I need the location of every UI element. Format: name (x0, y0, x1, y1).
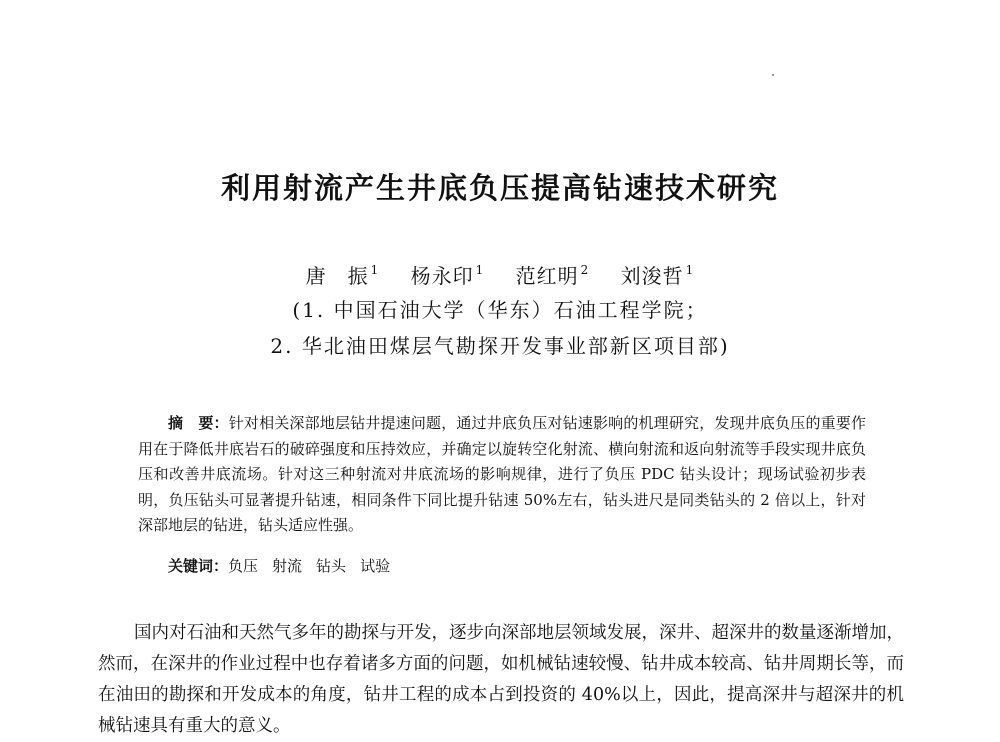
author: 唐 振 $^1$ (305, 263, 380, 288)
author-list (0, 260, 1000, 289)
keyword: 钻头 (316, 557, 347, 575)
keyword: 试验 (360, 557, 391, 575)
author: 范红明 $^2$ (515, 263, 590, 288)
affiliation-2: 2. 华北油田煤层气勘探开发事业部新区项目部) (270, 334, 730, 358)
author: 杨永印 $^1$ (410, 263, 485, 288)
scan-speck (772, 74, 774, 76)
abstract (138, 411, 866, 539)
body-paragraph: 国内对石油和天然气多年的勘探与开发，逐步向深部地层领域发展，深井、超深井的数量逐渐增加，然而，在深井的作业过程中也存着诸多方面的问题，如机械钻速较慢、钻井成本较高、钻井周期长等，而在油田的勘探和开发成本的角度，钻井工程的成本占到投资的 40%以上，因此，提高深井与超深井的机械钻速具有重大的意义。 (98, 623, 904, 736)
author: 刘浚哲 $^1$ (620, 263, 695, 288)
keywords-label: 关键词： (168, 557, 229, 575)
affiliation-1: (1. 中国石油大学（华东）石油工程学院； (292, 298, 708, 322)
keywords (168, 554, 404, 579)
abstract-text: 针对相关深部地层钻井提速问题，通过井底负压对钻速影响的机理研究，发现井底负压的重要作用在于降低井底岩石的破碎强度和压持效应，并确定以旋转空化射流、横向射流和返向射流等手段实现井底负压和改善井底流场。针对这三种射流对井底流场的影响规律，进行了负压 PDC 钻头设计；现场试验初步表明，负压钻头可显著提升钻速，相同条件下同比提升钻速 50%左右，钻头进尺是同类钻头的 2 倍以上，针对深部地层的钻进，钻头适应性强。 (138, 414, 866, 535)
keyword: 负压 (228, 557, 259, 575)
keyword: 射流 (272, 557, 303, 575)
abstract-label: 摘 要： (168, 414, 229, 432)
paper-title: 利用射流产生井底负压提高钻速技术研究 (220, 171, 779, 205)
